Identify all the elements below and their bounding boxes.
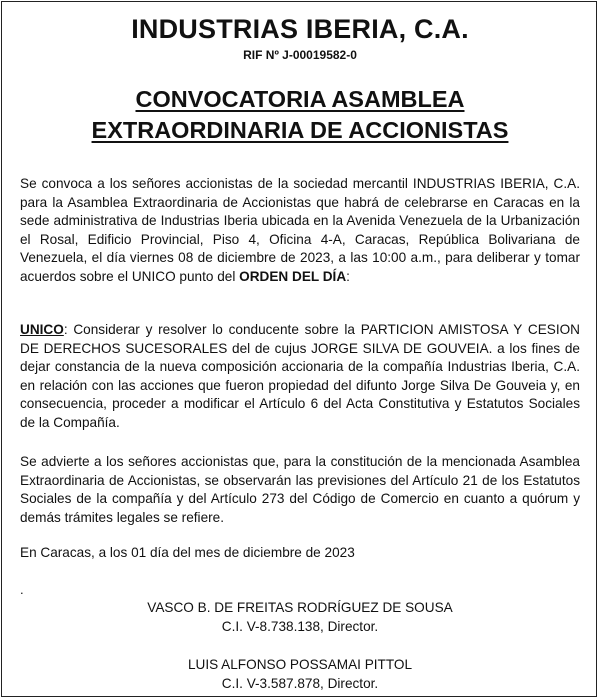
agenda-colon: : — [346, 268, 350, 284]
signatory-1 — [0, 598, 600, 636]
company-rif: RIF Nº J-00019582-0 — [243, 48, 357, 62]
dateline: En Caracas, a los 01 día del mes de diciembre de 2023 — [20, 545, 355, 560]
agenda-label: ORDEN DEL DÍA — [239, 268, 347, 284]
agenda-item-paragraph — [20, 321, 580, 432]
signatory-2 — [0, 655, 600, 693]
signatory-id: C.I. V-8.738.138, Director. — [221, 619, 379, 634]
company-name: INDUSTRIAS IBERIA, C.A. — [131, 14, 469, 44]
convocation-text: Se convoca a los señores accionistas de la sociedad mercantil INDUSTRIAS IBERIA, C.A. para la Asamblea Extraordinaria de Accionistas que habrá de celebrarse en Caracas en la sede administrativa de Industrias Iberia ubicada en la Avenida Venezuela de la Urbanización el Rosal, Edificio Provincial, Piso 4, Oficina 4-A, Caracas, República Bolivariana de Venezuela, el día viernes 08 de diciembre de 2023, a las 10:00 a.m., para deliberar y tomar acuerdos sobre el UNICO punto del — [20, 176, 580, 284]
title-line-2: EXTRAORDINARIA DE ACCIONISTAS — [91, 117, 509, 143]
title-line-1: CONVOCATORIA ASAMBLEA — [135, 86, 465, 112]
agenda-item-lead: UNICO — [20, 322, 64, 337]
convocation-paragraph — [20, 175, 580, 286]
notice-paragraph: Se advierte a los señores accionistas que, para la constitución de la mencionada Asamblea Extraordinaria de Accionistas, se observarán las previsiones del Artículo 21 de los Estatutos Sociales de la compañía y del Artículo 273 del Código de Comercio en cuanto a quórum y demás trámites legales se refiere. — [20, 454, 580, 525]
notice-title — [0, 84, 600, 146]
signatory-id: C.I. V-3.587.878, Director. — [221, 676, 379, 691]
signatory-name: LUIS ALFONSO POSSAMAI PITTOL — [187, 657, 413, 672]
separator-dot: . — [20, 582, 24, 597]
agenda-item-text: : Considerar y resolver lo conducente sobre la PARTICION AMISTOSA Y CESION DE DERECHOS SUCESORALES del de cujus JORGE SILVA DE GOUVEIA. a los fines de dejar constancia de la nueva composición accionaria de la compañía Industrias Iberia, C.A. en relación con las acciones que fueron propiedad del difunto Jorge Silva De Gouveia y, en consecuencia, proceder a modificar el Artículo 6 del Acta Constitutiva y Estatutos Sociales de la Compañía. — [20, 322, 580, 430]
signatory-name: VASCO B. DE FREITAS RODRÍGUEZ DE SOUSA — [147, 600, 453, 615]
